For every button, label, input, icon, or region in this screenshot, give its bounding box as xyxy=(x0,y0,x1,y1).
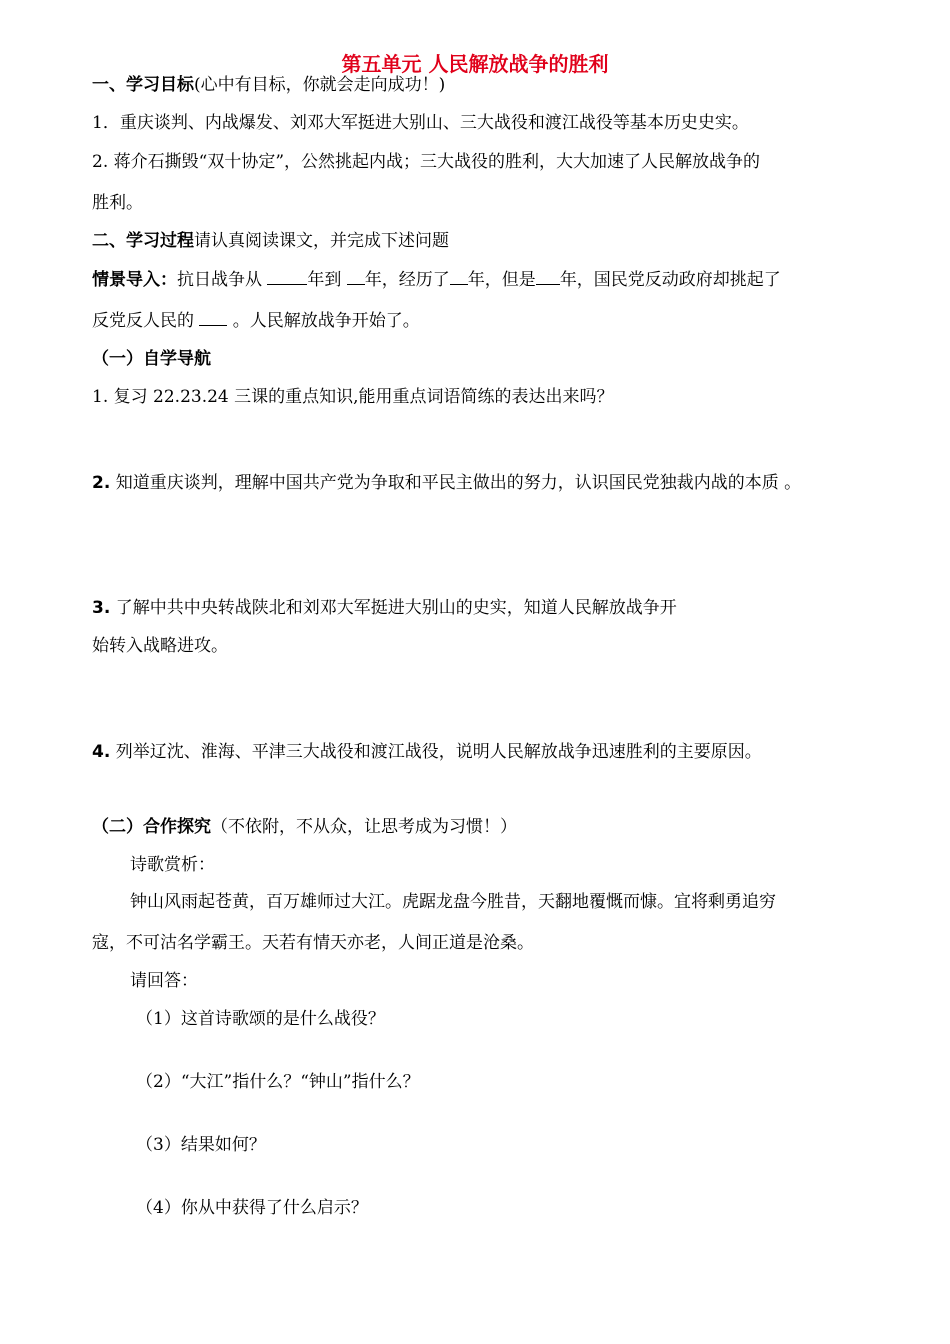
intro-line2-seg1: 反党反人民的 xyxy=(92,311,200,331)
q2-text: 知道重庆谈判，理解中国共产党为争取和平民主做出的努力，认识国民党独裁内战的本质 。 xyxy=(110,473,802,493)
q1-number: 1. xyxy=(92,387,109,407)
process-heading: 二、学习过程 xyxy=(92,231,194,251)
objectives-heading-line xyxy=(92,74,445,96)
objective-item-1: 1．重庆谈判、内战爆发、刘邓大军挺进大别山、三大战役和渡江战役等基本历史史实。 xyxy=(92,113,749,133)
q4-text: 列举辽沈、淮海、平津三大战役和渡江战役，说明人民解放战争迅速胜利的主要原因。 xyxy=(110,742,762,762)
fill-blank[interactable] xyxy=(199,309,227,326)
intro-line2-seg2: 。人民解放战争开始了。 xyxy=(227,311,420,331)
answer-label: 请回答： xyxy=(130,971,198,991)
self-study-q3 xyxy=(92,597,677,619)
self-study-q3-cont: 始转入战略进攻。 xyxy=(92,636,228,656)
poem-label: 诗歌赏析： xyxy=(130,855,215,875)
intro-seg2: 年到 xyxy=(307,270,347,290)
intro-line-2 xyxy=(92,309,420,332)
self-study-q1 xyxy=(92,386,614,408)
poem-question-2: （2）“大江”指什么？“钟山”指什么？ xyxy=(136,1072,420,1092)
fill-blank[interactable] xyxy=(267,268,307,285)
fill-blank[interactable] xyxy=(347,268,365,285)
objectives-heading: 一、学习目标 xyxy=(92,75,194,95)
cooperation-note: （不依附，不从众，让思考成为习惯！） xyxy=(211,817,517,837)
q1-text: 复习 22.23.24 三课的重点知识,能用重点词语简练的表达出来吗？ xyxy=(108,387,614,407)
process-note: 请认真阅读课文，并完成下述问题 xyxy=(194,231,449,251)
process-heading-line xyxy=(92,230,449,252)
cooperation-heading-line xyxy=(92,816,517,838)
intro-label: 情景导入： xyxy=(92,270,177,290)
poem-line-1: 钟山风雨起苍黄，百万雄师过大江。虎踞龙盘今胜昔，天翻地覆慨而慷。宜将剩勇追穷 xyxy=(130,892,776,912)
q4-number: 4. xyxy=(92,742,111,762)
objectives-note: (心中有目标，你就会走向成功！) xyxy=(194,75,446,95)
intro-line-1 xyxy=(92,268,781,291)
self-study-q2 xyxy=(92,472,801,494)
intro-seg5: 年，国民党反动政府却挑起了 xyxy=(559,270,781,290)
intro-seg1: 抗日战争从 xyxy=(177,270,268,290)
q3-number: 3. xyxy=(92,598,111,618)
q3-text: 了解中共中央转战陕北和刘邓大军挺进大别山的史实，知道人民解放战争开 xyxy=(110,598,677,618)
intro-seg4: 年，但是 xyxy=(467,270,536,290)
self-study-heading: （一）自学导航 xyxy=(92,349,211,369)
objective-item-2-cont: 胜利。 xyxy=(92,193,143,213)
poem-question-4: （4）你从中获得了什么启示？ xyxy=(136,1198,368,1218)
poem-line-2: 寇，不可沽名学霸王。天若有情天亦老，人间正道是沧桑。 xyxy=(92,933,534,953)
fill-blank[interactable] xyxy=(536,268,560,285)
poem-question-3: （3）结果如何？ xyxy=(136,1135,266,1155)
fill-blank[interactable] xyxy=(450,268,468,285)
poem-question-1: （1）这首诗歌颂的是什么战役？ xyxy=(136,1009,385,1029)
self-study-q4 xyxy=(92,741,762,763)
page-title: 第五单元 人民解放战争的胜利 xyxy=(341,52,609,76)
intro-seg3: 年，经历了 xyxy=(364,270,450,290)
cooperation-heading: （二）合作探究 xyxy=(92,817,211,837)
objective-item-2: 2. 蒋介石撕毁“双十协定”，公然挑起内战；三大战役的胜利，大大加速了人民解放战争的 xyxy=(92,152,761,172)
q2-number: 2. xyxy=(92,473,111,493)
